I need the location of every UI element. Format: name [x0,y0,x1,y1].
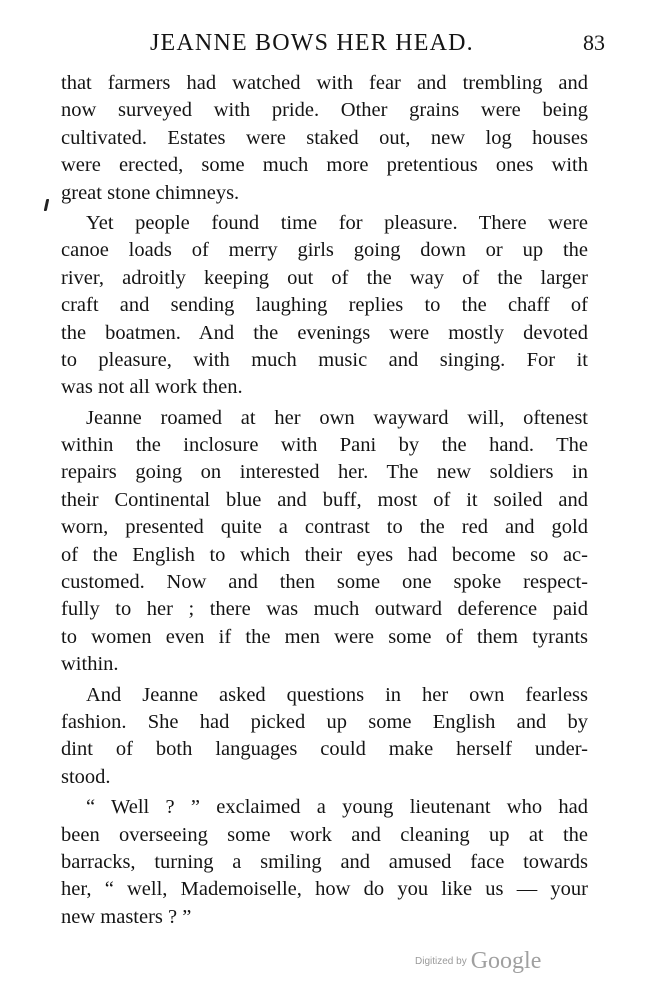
text-line: Jeanne roamed at her own wayward will, oftenest [86,406,588,429]
text-line: their Continental blue and buff, most of it soiled and [61,488,588,511]
running-header [60,26,605,60]
text-line: Yet people found time for pleasure. There were [86,211,588,234]
text-line: were erected, some much more pretentious ones with [61,154,588,177]
text-line: cultivated. Estates were staked out, new log houses [61,126,588,149]
paragraph-3 [61,405,588,679]
text-line: new masters ? ” [61,905,192,928]
text-line: craft and sending laughing replies to the chaff of [61,294,588,317]
text-line: was not all work then. [61,376,243,399]
body-text [61,70,588,931]
text-line: “ Well ? ” exclaimed a young lieutenant who had [86,796,588,819]
text-line: to pleasure, with much music and singing. For it [61,348,588,371]
text-line: within the inclosure with Pani by the hand. The [61,434,588,457]
text-line: her, “ well, Mademoiselle, how do you like us — your [61,878,588,901]
text-line: within. [61,653,119,676]
text-line: now surveyed with pride. Other grains were being [61,99,588,122]
running-title: JEANNE BOWS HER HEAD. [150,30,474,56]
text-line: canoe loads of merry girls going down or up the [61,239,588,262]
text-line: stood. [61,765,111,788]
paragraph-2 [61,210,588,402]
text-line: barracks, turning a smiling and amused face towards [61,850,588,873]
text-line: dint of both languages could make herself under- [61,738,588,761]
paragraph-5 [61,794,588,931]
text-line: fully to her ; there was much outward deference paid [61,598,588,621]
paragraph-1 [61,70,588,207]
text-line: been overseeing some work and cleaning up at the [61,823,588,846]
text-line: that farmers had watched with fear and trembling and [61,72,588,94]
digitization-watermark [415,948,541,975]
text-line: repairs going on interested her. The new soldiers in [61,461,588,484]
text-line: of the English to which their eyes had become so ac- [61,543,588,566]
page-number: 83 [583,30,605,55]
stray-ink-mark [44,199,50,211]
text-line: river, adroitly keeping out of the way of the larger [61,266,588,289]
google-logo: Google [470,948,542,974]
text-line: customed. Now and then some one spoke respect- [61,571,588,594]
text-line: worn, presented quite a contrast to the red and gold [61,516,588,539]
text-line: to women even if the men were some of them tyrants [61,625,588,648]
text-line: fashion. She had picked up some English and by [61,710,588,733]
text-line: great stone chimneys. [61,181,240,204]
paragraph-4 [61,682,588,792]
text-line: And Jeanne asked questions in her own fearless [86,683,588,706]
watermark-prefix: Digitized by [415,956,467,967]
text-line: the boatmen. And the evenings were mostly devoted [61,321,588,344]
